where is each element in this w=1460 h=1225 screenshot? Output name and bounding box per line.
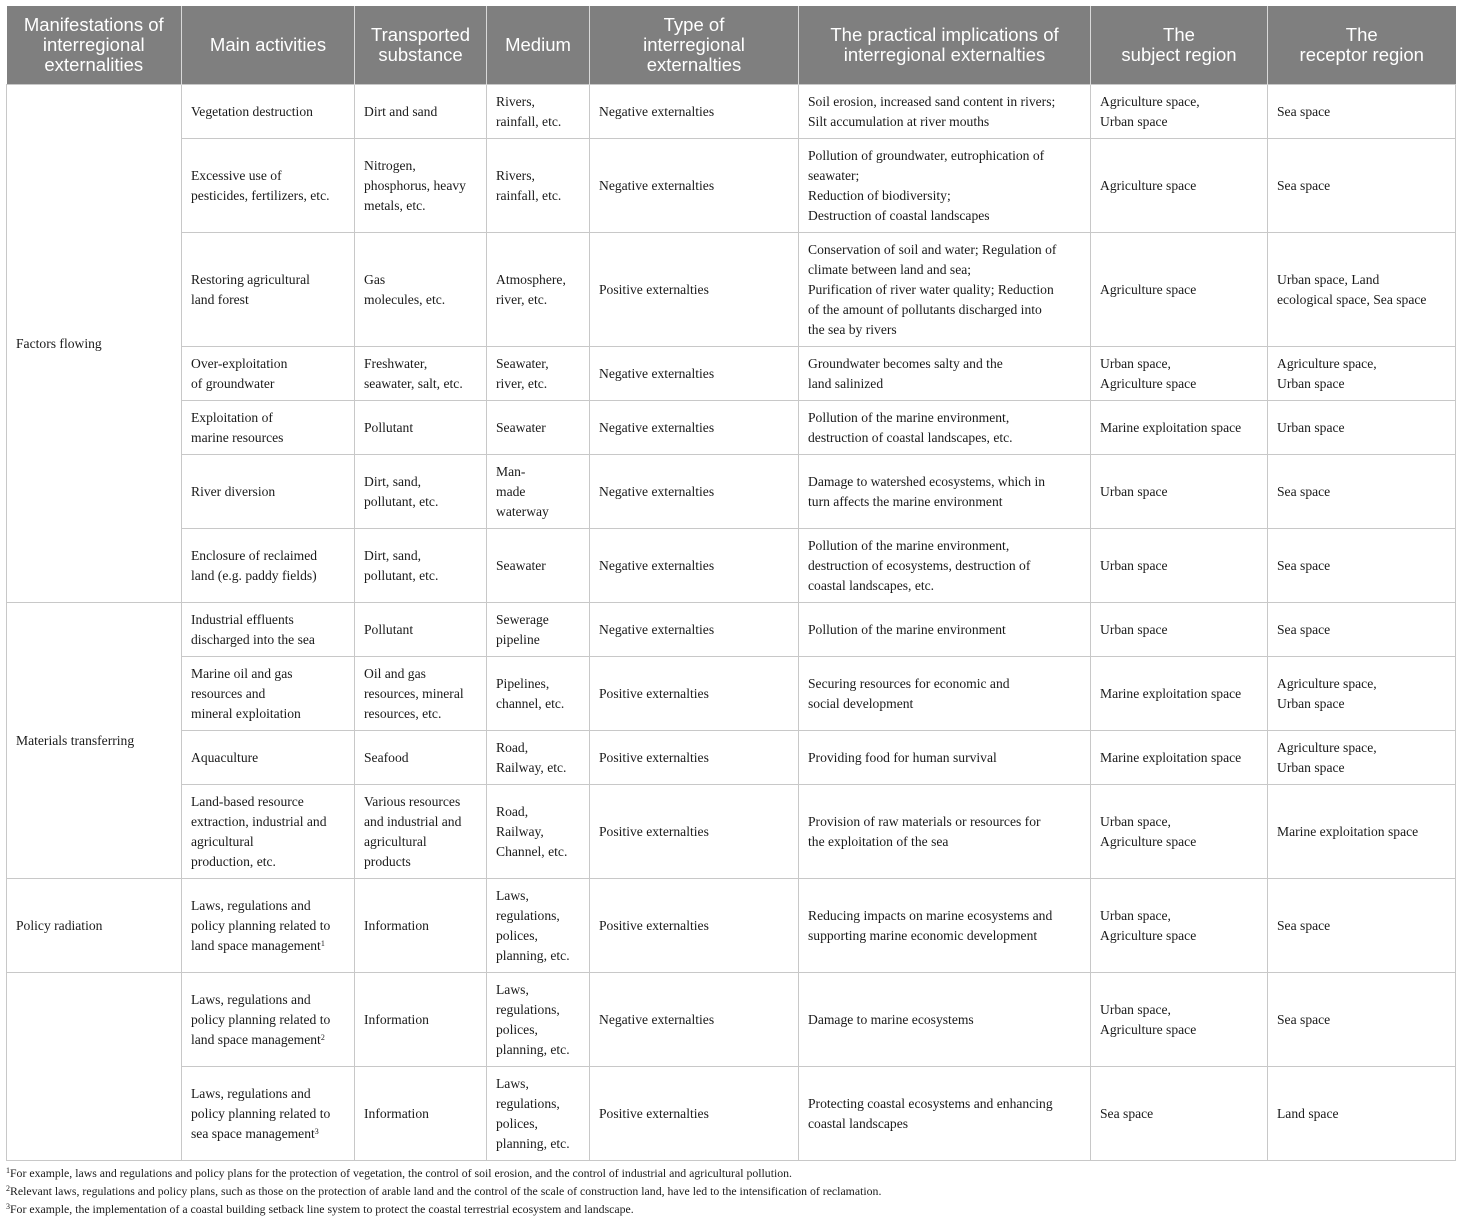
implications-cell: Pollution of the marine environment, destruction of coastal landscapes, etc. <box>799 401 1091 455</box>
footnote-number: 2 <box>6 1184 10 1193</box>
footnote-marker: 2 <box>320 1032 325 1042</box>
substance-cell: Oil and gas resources, mineral resources, etc. <box>355 657 487 731</box>
activity-cell: Land-based resource extraction, industrial and agricultural production, etc. <box>182 785 355 879</box>
substance-cell: Nitrogen, phosphorus, heavy metals, etc. <box>355 139 487 233</box>
group-cell: Materials transferring <box>7 603 182 879</box>
activity-cell: River diversion <box>182 455 355 529</box>
activity-cell: Marine oil and gas resources and mineral exploitation <box>182 657 355 731</box>
type-cell: Negative externalties <box>590 347 799 401</box>
header-cell: Transported substance <box>355 6 487 85</box>
medium-cell: Seawater, river, etc. <box>487 347 590 401</box>
activity-cell: Excessive use of pesticides, fertilizers, etc. <box>182 139 355 233</box>
header-cell: Manifestations of interregional externalities <box>7 6 182 85</box>
subject-cell: Agriculture space, Urban space <box>1091 85 1268 139</box>
footnote <box>6 1164 1455 1182</box>
type-cell: Negative externalties <box>590 401 799 455</box>
table-row <box>7 139 1456 233</box>
medium-cell: Rivers, rainfall, etc. <box>487 85 590 139</box>
subject-cell: Agriculture space <box>1091 139 1268 233</box>
implications-cell: Pollution of groundwater, eutrophication of seawater; Reduction of biodiversity; Destruction of coastal landscapes <box>799 139 1091 233</box>
substance-cell: Information <box>355 1067 487 1161</box>
footnote-number: 1 <box>6 1166 10 1175</box>
header-cell: The practical implications of interregional externalties <box>799 6 1091 85</box>
type-cell: Negative externalties <box>590 139 799 233</box>
subject-cell: Urban space <box>1091 529 1268 603</box>
substance-cell: Dirt and sand <box>355 85 487 139</box>
medium-cell: Laws, regulations, polices, planning, etc. <box>487 1067 590 1161</box>
subject-cell: Urban space <box>1091 455 1268 529</box>
activity-cell: Enclosure of reclaimed land (e.g. paddy fields) <box>182 529 355 603</box>
medium-cell: Road, Railway, etc. <box>487 731 590 785</box>
medium-cell: Laws, regulations, polices, planning, etc. <box>487 879 590 973</box>
activity-cell: Industrial effluents discharged into the sea <box>182 603 355 657</box>
footnote-marker: 1 <box>320 938 325 948</box>
implications-cell: Providing food for human survival <box>799 731 1091 785</box>
group-cell: Policy radiation <box>7 879 182 973</box>
receptor-cell: Sea space <box>1268 455 1456 529</box>
medium-cell: Sewerage pipeline <box>487 603 590 657</box>
type-cell: Negative externalties <box>590 529 799 603</box>
table-row <box>7 1067 1456 1161</box>
subject-cell: Urban space, Agriculture space <box>1091 879 1268 973</box>
implications-cell: Reducing impacts on marine ecosystems and supporting marine economic development <box>799 879 1091 973</box>
subject-cell: Marine exploitation space <box>1091 731 1268 785</box>
table-row <box>7 233 1456 347</box>
type-cell: Negative externalties <box>590 973 799 1067</box>
receptor-cell: Sea space <box>1268 973 1456 1067</box>
substance-cell: Seafood <box>355 731 487 785</box>
receptor-cell: Agriculture space, Urban space <box>1268 657 1456 731</box>
table-container <box>6 6 1455 1218</box>
table-row <box>7 529 1456 603</box>
type-cell: Negative externalties <box>590 85 799 139</box>
footnote <box>6 1182 1455 1200</box>
subject-cell: Agriculture space <box>1091 233 1268 347</box>
footnote-marker: 3 <box>314 1126 319 1136</box>
table-row <box>7 603 1456 657</box>
header-cell: The receptor region <box>1268 6 1456 85</box>
type-cell: Positive externalties <box>590 731 799 785</box>
substance-cell: Dirt, sand, pollutant, etc. <box>355 455 487 529</box>
subject-cell: Urban space, Agriculture space <box>1091 973 1268 1067</box>
activity-cell: Vegetation destruction <box>182 85 355 139</box>
externalities-table <box>6 6 1456 1161</box>
receptor-cell: Sea space <box>1268 603 1456 657</box>
footnote-text: For example, laws and regulations and policy plans for the protection of vegetation, the control of soil erosion, and the control of industrial and agricultural pollution. <box>10 1166 793 1180</box>
table-row <box>7 85 1456 139</box>
implications-cell: Protecting coastal ecosystems and enhancing coastal landscapes <box>799 1067 1091 1161</box>
receptor-cell: Sea space <box>1268 139 1456 233</box>
type-cell: Positive externalties <box>590 657 799 731</box>
header-cell: Medium <box>487 6 590 85</box>
implications-cell: Groundwater becomes salty and the land salinized <box>799 347 1091 401</box>
type-cell: Negative externalties <box>590 603 799 657</box>
medium-cell: Pipelines, channel, etc. <box>487 657 590 731</box>
footnotes <box>6 1164 1455 1218</box>
header-cell: The subject region <box>1091 6 1268 85</box>
table-row <box>7 401 1456 455</box>
activity-cell: Over-exploitation of groundwater <box>182 347 355 401</box>
header-cell: Main activities <box>182 6 355 85</box>
type-cell: Positive externalties <box>590 233 799 347</box>
receptor-cell: Agriculture space, Urban space <box>1268 347 1456 401</box>
implications-cell: Damage to marine ecosystems <box>799 973 1091 1067</box>
activity-cell: Restoring agricultural land forest <box>182 233 355 347</box>
type-cell: Positive externalties <box>590 879 799 973</box>
activity-cell: Aquaculture <box>182 731 355 785</box>
group-cell: Factors flowing <box>7 85 182 603</box>
activity-cell: Laws, regulations and policy planning related to land space management$^2$ <box>182 973 355 1067</box>
footnote-number: 3 <box>6 1202 10 1211</box>
receptor-cell: Marine exploitation space <box>1268 785 1456 879</box>
activity-cell: Exploitation of marine resources <box>182 401 355 455</box>
subject-cell: Marine exploitation space <box>1091 401 1268 455</box>
medium-cell: Atmosphere, river, etc. <box>487 233 590 347</box>
substance-cell: Information <box>355 879 487 973</box>
implications-cell: Provision of raw materials or resources for the exploitation of the sea <box>799 785 1091 879</box>
implications-cell: Damage to watershed ecosystems, which in turn affects the marine environment <box>799 455 1091 529</box>
receptor-cell: Land space <box>1268 1067 1456 1161</box>
receptor-cell: Urban space, Land ecological space, Sea space <box>1268 233 1456 347</box>
footnote-text: For example, the implementation of a coastal building setback line system to protect the coastal terrestrial ecosystem and landscape. <box>10 1202 634 1216</box>
substance-cell: Dirt, sand, pollutant, etc. <box>355 529 487 603</box>
table-row <box>7 657 1456 731</box>
medium-cell: Rivers, rainfall, etc. <box>487 139 590 233</box>
table-row <box>7 455 1456 529</box>
subject-cell: Urban space, Agriculture space <box>1091 347 1268 401</box>
table-row <box>7 879 1456 973</box>
subject-cell: Marine exploitation space <box>1091 657 1268 731</box>
medium-cell: Laws, regulations, polices, planning, etc. <box>487 973 590 1067</box>
receptor-cell: Agriculture space, Urban space <box>1268 731 1456 785</box>
type-cell: Positive externalties <box>590 785 799 879</box>
subject-cell: Urban space, Agriculture space <box>1091 785 1268 879</box>
implications-cell: Pollution of the marine environment, destruction of ecosystems, destruction of coastal landscapes, etc. <box>799 529 1091 603</box>
medium-cell: Seawater <box>487 529 590 603</box>
activity-cell: Laws, regulations and policy planning related to sea space management$^3$ <box>182 1067 355 1161</box>
implications-cell: Securing resources for economic and social development <box>799 657 1091 731</box>
implications-cell: Soil erosion, increased sand content in rivers; Silt accumulation at river mouths <box>799 85 1091 139</box>
medium-cell: Man- made waterway <box>487 455 590 529</box>
substance-cell: Freshwater, seawater, salt, etc. <box>355 347 487 401</box>
header-cell: Type of interregional externalties <box>590 6 799 85</box>
footnote <box>6 1200 1455 1218</box>
receptor-cell: Sea space <box>1268 85 1456 139</box>
substance-cell: Various resources and industrial and agricultural products <box>355 785 487 879</box>
header-row <box>7 6 1456 85</box>
subject-cell: Urban space <box>1091 603 1268 657</box>
table-body <box>7 85 1456 1161</box>
table-row <box>7 347 1456 401</box>
receptor-cell: Sea space <box>1268 879 1456 973</box>
subject-cell: Sea space <box>1091 1067 1268 1161</box>
group-cell <box>7 973 182 1161</box>
implications-cell: Pollution of the marine environment <box>799 603 1091 657</box>
activity-cell: Laws, regulations and policy planning related to land space management$^1$ <box>182 879 355 973</box>
type-cell: Negative externalties <box>590 455 799 529</box>
table-row <box>7 731 1456 785</box>
substance-cell: Pollutant <box>355 401 487 455</box>
medium-cell: Seawater <box>487 401 590 455</box>
receptor-cell: Urban space <box>1268 401 1456 455</box>
type-cell: Positive externalties <box>590 1067 799 1161</box>
table-row <box>7 973 1456 1067</box>
substance-cell: Gas molecules, etc. <box>355 233 487 347</box>
footnote-text: Relevant laws, regulations and policy plans, such as those on the protection of arable land and the control of the scale of construction land, have led to the intensification of reclamation. <box>10 1184 882 1198</box>
receptor-cell: Sea space <box>1268 529 1456 603</box>
table-row <box>7 785 1456 879</box>
substance-cell: Pollutant <box>355 603 487 657</box>
implications-cell: Conservation of soil and water; Regulation of climate between land and sea; Purification of river water quality; Reduction of the amount of pollutants discharged into the sea by rivers <box>799 233 1091 347</box>
medium-cell: Road, Railway, Channel, etc. <box>487 785 590 879</box>
substance-cell: Information <box>355 973 487 1067</box>
